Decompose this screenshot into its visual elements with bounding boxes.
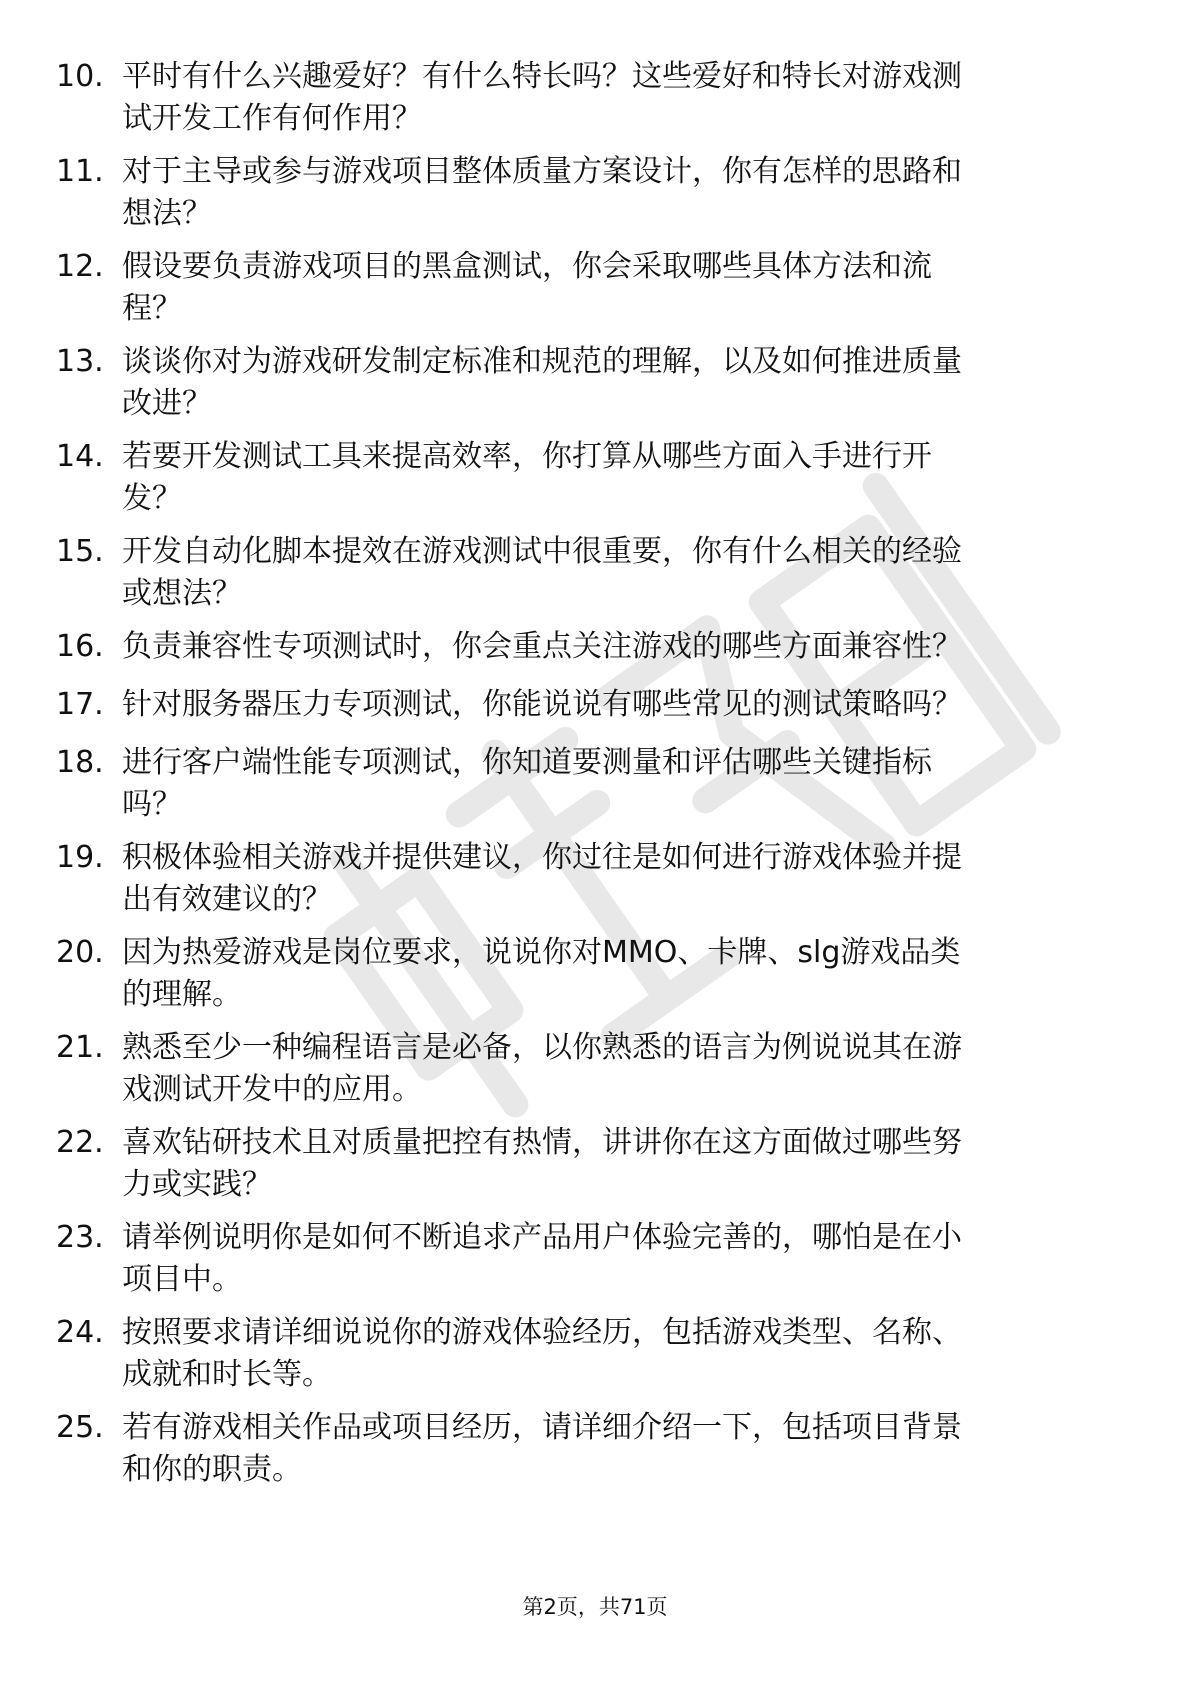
question-text xyxy=(122,151,1082,235)
question-line: 按照要求请详细说说你的游戏体验经历，包括游戏类型、名称、 xyxy=(122,1315,962,1350)
question-line: 若有游戏相关作品或项目经历，请详细介绍一下，包括项目背景 xyxy=(122,1410,962,1445)
question-line: 对于主导或参与游戏项目整体质量方案设计，你有怎样的思路和 xyxy=(122,154,962,189)
question-line: 和你的职责。 xyxy=(122,1452,302,1487)
question-text xyxy=(122,837,1082,921)
page-number-label: 第2页，共71页 xyxy=(522,1595,668,1619)
question-line: 或想法？ xyxy=(122,576,242,611)
question-text xyxy=(122,742,1082,826)
question-text xyxy=(122,1217,1082,1301)
question-number: 12. xyxy=(56,249,104,284)
question-number: 17. xyxy=(56,687,104,722)
question-number: 18. xyxy=(56,745,104,780)
question-line: 若要开发测试工具来提高效率，你打算从哪些方面入手进行开 xyxy=(122,439,932,474)
question-number: 14. xyxy=(56,439,104,474)
question-line: 平时有什么兴趣爱好？有什么特长吗？这些爱好和特长对游戏测 xyxy=(122,59,962,94)
question-line: 喜欢钻研技术且对质量把控有热情，讲讲你在这方面做过哪些努 xyxy=(122,1125,962,1160)
question-text xyxy=(122,684,1082,726)
question-number: 13. xyxy=(56,344,104,379)
question-line: 想法？ xyxy=(122,196,212,231)
question-line: 吗？ xyxy=(122,787,182,822)
question-line: 发？ xyxy=(122,481,182,516)
question-line: 成就和时长等。 xyxy=(122,1357,332,1392)
question-text xyxy=(122,531,1082,615)
question-text xyxy=(122,1312,1082,1396)
question-number: 25. xyxy=(56,1410,104,1445)
question-text xyxy=(122,1407,1082,1491)
question-line: 请举例说明你是如何不断追求产品用户体验完善的，哪怕是在小 xyxy=(122,1220,962,1255)
question-text xyxy=(122,626,1082,668)
question-line: 负责兼容性专项测试时，你会重点关注游戏的哪些方面兼容性？ xyxy=(122,629,962,664)
question-line: 项目中。 xyxy=(122,1262,242,1297)
question-line: 针对服务器压力专项测试，你能说说有哪些常见的测试策略吗？ xyxy=(122,687,962,722)
question-line: 力或实践？ xyxy=(122,1167,272,1202)
question-line: 熟悉至少一种编程语言是必备，以你熟悉的语言为例说说其在游 xyxy=(122,1030,962,1065)
question-number: 24. xyxy=(56,1315,104,1350)
question-line: 因为热爱游戏是岗位要求，说说你对MMO、卡牌、slg游戏品类 xyxy=(122,935,961,970)
question-number: 20. xyxy=(56,935,104,970)
question-number: 22. xyxy=(56,1125,104,1160)
question-line: 试开发工作有何作用？ xyxy=(122,101,422,136)
question-text xyxy=(122,932,1082,1016)
question-line: 开发自动化脚本提效在游戏测试中很重要，你有什么相关的经验 xyxy=(122,534,962,569)
question-text xyxy=(122,341,1082,425)
question-number: 16. xyxy=(56,629,104,664)
question-line: 改进？ xyxy=(122,386,212,421)
question-number: 23. xyxy=(56,1220,104,1255)
question-line: 程？ xyxy=(122,291,182,326)
question-line: 假设要负责游戏项目的黑盒测试，你会采取哪些具体方法和流 xyxy=(122,249,932,284)
question-line: 进行客户端性能专项测试，你知道要测量和评估哪些关键指标 xyxy=(122,745,932,780)
question-text xyxy=(122,56,1082,140)
question-line: 戏测试开发中的应用。 xyxy=(122,1072,422,1107)
question-line: 积极体验相关游戏并提供建议，你过往是如何进行游戏体验并提 xyxy=(122,840,962,875)
question-text xyxy=(122,1122,1082,1206)
question-line: 的理解。 xyxy=(122,977,242,1012)
question-line: 谈谈你对为游戏研发制定标准和规范的理解，以及如何推进质量 xyxy=(122,344,962,379)
question-number: 19. xyxy=(56,840,104,875)
question-text xyxy=(122,246,1082,330)
question-number: 21. xyxy=(56,1030,104,1065)
question-number: 10. xyxy=(56,59,104,94)
question-text xyxy=(122,436,1082,520)
question-line: 出有效建议的？ xyxy=(122,882,332,917)
question-number: 15. xyxy=(56,534,104,569)
question-number: 11. xyxy=(56,154,104,189)
page-footer xyxy=(0,1592,1190,1622)
question-text xyxy=(122,1027,1082,1111)
